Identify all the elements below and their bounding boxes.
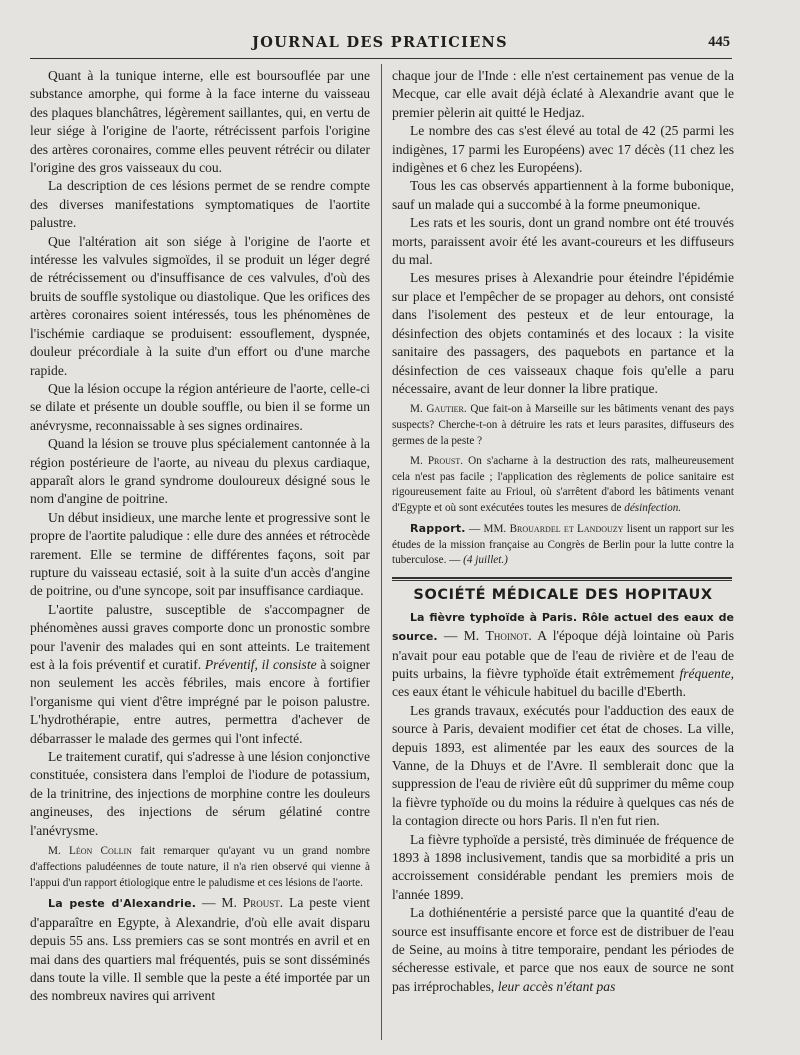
text-run: lisent un rapport sur les études de la mission française au Congrès de Berlin pour la lutte contre la tuberculose. —	[392, 522, 734, 567]
text-run: L'aortite palustre, susceptible de s'accompagner de phénomènes aussi graves comporte donc un pronostic sombre pour l'avenir des malades qui en sont atteints. Le traitement est à la fois préventif et curatif.	[30, 601, 370, 672]
run-in-heading: La fièvre typhoïde à Paris. Rôle actuel des eaux de source.	[392, 610, 734, 644]
running-header	[30, 34, 730, 54]
italic-run: désinfection.	[624, 502, 682, 515]
section-rule	[392, 577, 732, 579]
paragraph	[30, 601, 370, 748]
italic-run: fréquente,	[679, 665, 734, 681]
paragraph: Tous les cas observés appartiennent à la forme bubonique, sauf un malade qui a succombé à la forme pneumonique.	[392, 178, 734, 212]
left-column	[30, 67, 370, 1006]
paragraph: La fièvre typhoïde a persisté, très diminuée de fréquence de 1893 à 1898 inclusivement, tandis que sa morbidité a pris un accroissement considérable pendant les premiers mois de l'année 1899.	[392, 831, 734, 902]
paragraph: Les grands travaux, exécutés pour l'adduction des eaux de source à Paris, devaient modifier cet état de choses. La ville, depuis 1893, est alimentée par les eaux des sources de la Vanne, de la Dhuys et de l'Avre. Il semblerait donc que la suppression de l'eau de rivière eût dû supprimer du même coup la fièvre typhoïde ou du moins la réduire à quelques cas nés de la contagion directe ou hors Paris. Il n'en fut rien.	[392, 702, 734, 829]
page-number: 445	[708, 34, 730, 50]
header-rule	[30, 58, 732, 59]
text-run: — MM.	[465, 522, 510, 535]
text-run: . On s'acharne à la destruction des rats, malheureusement cela n'est pas facile ; l'application des règlements de police sanitaire est rigoureusement faite au Frioul, où s'arrêtent d'abord les bâtiments venant d'Egypte et où sont exécutées toutes les mesures de	[392, 454, 734, 515]
speaker-name: M. Proust	[410, 454, 461, 467]
column-divider	[381, 64, 382, 1040]
paragraph	[392, 904, 734, 996]
discussion-note	[30, 844, 370, 891]
right-column	[392, 67, 734, 996]
discussion-note	[392, 402, 734, 449]
paragraph: La description de ces lésions permet de se rendre compte des diverses manifestations symptomatiques de l'aortite palustre.	[30, 178, 370, 231]
speaker-name: M. Léon Collin	[48, 845, 132, 858]
paragraph: Que l'altération ait son siége à l'origine de l'aorte et intéresse les valvules sigmoïdes, il se produit un léger degré de rétrécissement ou d'insuffisance de ces valvules, d'où des bruits de souffle systolique ou diastolique. Que les orifices des artères coronaires soient intéressés, tous les phénomènes de l'ischémie cardiaque se produisent: essouflement, dyspnée, douleur précordiale à la suite d'un effort ou d'une marche rapide.	[30, 233, 370, 378]
text-run: fait remarquer qu'ayant vu un grand nombre d'affections paludéennes de toute nature, il n'a rien observé qui vienne à l'appui d'un rapport étiologique entre le paludisme et ces lésions de l'aorte.	[30, 845, 370, 889]
rapport-note	[392, 521, 734, 569]
paragraph: Quant à la tunique interne, elle est boursouflée par une substance amorphe, qui forme à la face interne du vaisseau des plaques blanchâtres, légèrement saillantes, qui, en vertu de leur siége à l'origine de l'aorte, rétrécissent parfois l'origine des artères coronaires, comme elles peuvent rétrécir ou dilater l'origine des gros vaisseaux du cou.	[30, 68, 370, 176]
text-run: La dothiénentérie a persisté parce que la quantité d'eau de source est insuffisante encore et force est de distribuer de l'eau de Seine, au moins à titre temporaire, pendant les périodes de sécheresse estivale, et parce que nos eaux de source ne sont pas irréprochables,	[392, 905, 734, 994]
speaker-name: Brouardel et Landouzy	[509, 522, 624, 535]
paragraph: Les rats et les souris, dont un grand nombre ont été trouvés morts, paraissent avoir été les avant-coureurs et les diffuseurs du mal.	[392, 215, 734, 268]
section-rule	[392, 580, 732, 581]
run-in-heading: Rapport.	[410, 521, 466, 535]
paragraph: Quand la lésion se trouve plus spécialement cantonnée à la région postérieure de l'aorte, au niveau du plexus cardiaque, apparaît alors le grand syndrome douloureux désigné sous le nom d'angine de poitrine.	[30, 436, 370, 507]
italic-run: (4 juillet.)	[463, 554, 508, 567]
italic-run: Préventif, il consiste	[204, 657, 317, 672]
text-run: . La peste vient d'apparaître en Egypte, à Alexandrie, d'où elle avait disparu depuis 55 ans. Lss premiers cas se sont montrés en avril et en mai dans des quartiers mal fréquentés, puis se sont disséminés dans toute la ville. Il semble que la peste a été importée par un des nombreux navires qui arrivent	[30, 895, 371, 1004]
paragraph: Le traitement curatif, qui s'adresse à une lésion conjonctive constituée, consistera dans l'emploi de l'iodure de potassium, de la trinitrine, des injections de morphine contre les douleurs angineuses, des injections de sérum gélatiné contre l'anévrysme.	[30, 749, 370, 838]
paragraph: Que la lésion occupe la région antérieure de l'aorte, celle-ci se dilate et présente un double souffle, ou bien il se forme un anévrysme, reconnaissable à ses signes ordinaires.	[30, 380, 370, 433]
speaker-name: Thoinot	[485, 628, 529, 644]
text-run: — M.	[196, 895, 243, 911]
paragraph: chaque jour de l'Inde : elle n'est certainement pas venue de la Mecque, car elle avait déjà éclaté à Alexandrie avant que le premier pèlerin ait quitté le Hedjaz.	[392, 68, 734, 120]
text-run: — M.	[437, 628, 486, 644]
italic-run: leur accès n'étant pas	[497, 978, 616, 994]
text-run: à soigner non seulement les accès fébriles, mais encore à fortifier l'organisme qui vient d'être imprégné par le poison palustre. L'hydrothérapie, entre autres, permettra d'achever de débarrasser le malade des germes qui l'ont infecté.	[30, 657, 371, 746]
speaker-name: Proust	[242, 895, 280, 911]
paragraph: Le nombre des cas s'est élevé au total de 42 (25 parmi les indigènes, 17 parmi les Européens) avec 17 décès (11 chez les indigènes et 6 chez les Européens).	[392, 123, 734, 176]
journal-title: JOURNAL DES PRATICIENS	[252, 34, 508, 51]
paragraph	[30, 894, 370, 1005]
paragraph: Un début insidieux, une marche lente et progressive sont le propre de l'aortite paludique : elle dure des années et rétrocède rarement. Elle se termine de différentes façons, soit par rupture du vaisseau ectasié, soit à la suite d'un accès d'angine de poitrine, ou d'une syncope, soit par insuffisance cardiaque.	[30, 509, 370, 599]
paragraph: Les mesures prises à Alexandrie pour éteindre l'épidémie sur place et l'empêcher de se propager au dehors, ont consisté dans l'isolement des pesteux et de leur entourage, la désinfection des objets contaminés et des locaux : la visite sanitaire des passagers, des paquebots en partance et la désinfection de ces vaisseaux chaque fois qu'elle a paru nécessaire, avant de leur donner la libre pratique.	[392, 270, 734, 396]
discussion-note	[392, 454, 734, 517]
section-title: SOCIÉTÉ MÉDICALE DES HOPITAUX	[413, 587, 713, 604]
run-in-heading: La peste d'Alexandrie.	[48, 897, 197, 911]
text-run: . A l'époque déjà lointaine où Paris n'avait pour eau potable que de l'eau de rivière et de l'eau de puits urbains, la fièvre typhoïde était extrêmement	[392, 628, 734, 681]
speaker-name: M. Gautier	[410, 403, 464, 416]
text-run: ces eaux étant le véhicule habituel du bacille d'Eberth.	[392, 684, 686, 700]
paragraph	[392, 608, 734, 702]
text-run: . Que fait-on à Marseille sur les bâtiments venant des pays suspects? Cherche-t-on à détruire les rats et leurs parasites, diffuseurs des germes de la peste ?	[392, 403, 734, 447]
